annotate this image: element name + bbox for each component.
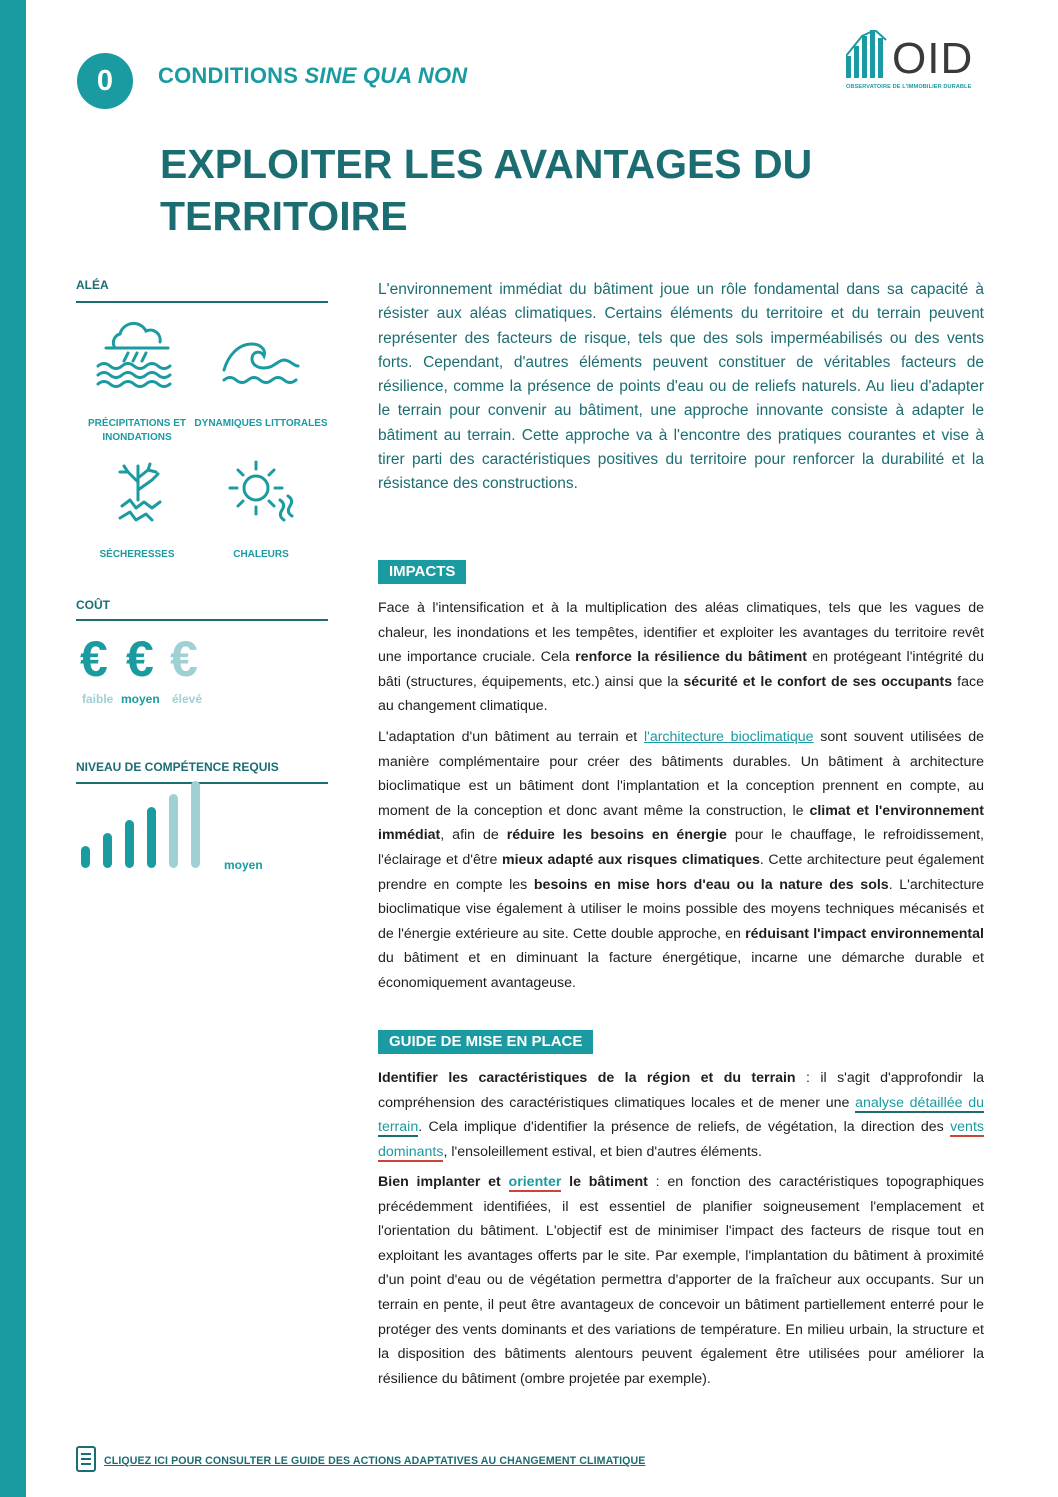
guide-link[interactable]: CLIQUEZ ICI POUR CONSULTER LE GUIDE DES ACTIONS ADAPTATIVES AU CHANGEMENT CLIMATIQUE	[104, 1455, 646, 1467]
hazard-drought	[72, 456, 202, 528]
cost-euro-2: €	[126, 631, 154, 687]
impacts-heading: IMPACTS	[378, 560, 466, 584]
document-icon	[76, 1446, 96, 1472]
cost-level-low: faible	[82, 692, 114, 706]
hazard-label-precipitations: PRÉCIPITATIONS ET INONDATIONS	[88, 418, 186, 443]
skill-bar	[125, 820, 134, 868]
skill-level-text: moyen	[224, 858, 263, 872]
impacts-paragraph-2: L'adaptation d'un bâtiment au terrain et l'architecture bioclimatique sont souvent utilisées de manière complémentaire pour créer des bâtiments durables. Un bâtiment à architecture bioclimatique est un bâtiment dont l'implantation et la conception prennent en compte, au moment de la conception et donc avant même la construction, le climat et l'environnement immédiat, afin de réduire les besoins en énergie pour le chauffage, le refroidissement, l'éclairage et d'être mieux adapté aux risques climatiques. Cette architecture peut également prendre en compte les besoins en mise hors d'eau ou la nature des sols. L'architecture bioclimatique vise également à utiliser le moins possible des moyens techniques mécanisés et de l'énergie extérieure au site. Cette double approche, en réduisant l'impact environnemental du bâtiment et en diminuant la facture énergétique, incarne une démarche durable et économiquement avantageuse.	[378, 729, 985, 991]
guide-heading: GUIDE DE MISE EN PLACE	[378, 1030, 593, 1054]
link-orienter[interactable]: orienter	[508, 1174, 562, 1190]
hazard-precipitations	[72, 320, 202, 392]
intro-paragraph: L'environnement immédiat du bâtiment joue un rôle fondamental dans sa capacité à résister aux aléas climatiques. Certains éléments du territoire et du terrain peuvent représenter des facteurs de risque, tels que des sols imperméabilisés ou des vents forts. Cependant, d'autres éléments peuvent constituer de véritables facteurs de résilience, comme la présence de points d'eau ou de reliefs naturels. Au lieu d'adapter le terrain pour convenir au bâtiment, une approche innovante consiste à adapter le bâtiment au terrain. Cette approche va à l'encontre des pratiques courantes et vise à tirer parti des caractéristiques positives du territoire pour renforcer la durabilité et la résistance des constructions.	[378, 281, 984, 493]
sidebar-accent-bar	[0, 0, 26, 1497]
skill-label: NIVEAU DE COMPÉTENCE REQUIS	[76, 760, 279, 774]
wave-icon	[216, 320, 306, 392]
hazard-label-drought: SÉCHERESSES	[99, 549, 175, 560]
sun-heat-icon	[216, 456, 306, 528]
cost-euro-1: €	[80, 631, 108, 687]
skill-divider	[76, 782, 328, 784]
impacts-paragraph-1: Face à l'intensification et à la multiplication des aléas climatiques, tels que les vagues de chaleur, les inondations et les tempêtes, identifier et exploiter les avantages du territoire revêt une importance cruciale. Cela renforce la résilience du bâtiment en protégeant l'intégrité du bâti (structures, équipements, etc.) ainsi que la sécurité et le confort de ses occupants face au changement climatique.	[378, 600, 984, 715]
oid-logo	[846, 28, 986, 100]
skill-bar	[147, 807, 156, 868]
skill-bar	[191, 781, 200, 868]
drought-icon	[92, 456, 182, 528]
kicker-emphasis: SINE QUA NON	[304, 63, 468, 88]
alea-divider	[76, 301, 328, 303]
cost-euro-3: €	[170, 631, 198, 687]
cost-divider	[76, 619, 328, 621]
skill-bar	[81, 846, 90, 868]
hazard-label-heat: CHALEURS	[233, 549, 289, 560]
logo-tagline: OBSERVATOIRE DE L'IMMOBILIER DURABLE	[846, 84, 972, 90]
skill-bar	[169, 794, 178, 868]
guide-paragraph-2: Bien implanter et orienter le bâtiment : en fonction des caractéristiques topographiques précédemment identifiées, il est essentiel de planifier soigneusement l'emplacement et l'orientation du bâtiment. L'objectif est de minimiser l'impact des facteurs de risque tout en exploitant les avantages offerts par le site. Par exemple, l'implantation du bâtiment à proximité d'un point d'eau ou de végétation permettra d'apporter de la fraîcheur aux occupants. Sur un terrain en pente, il peut être avantageux de concevoir un bâtiment partiellement enterré pour le protéger des vents dominants et des variations de température. En milieu urbain, la structure et la disposition des bâtiments alentours peuvent également être utilisées pour améliorer la résilience du bâtiment (ombre projetée par exemple).	[378, 1174, 985, 1387]
section-number-badge: 0	[77, 53, 133, 109]
hazard-littoral	[196, 320, 326, 392]
section-kicker	[158, 63, 467, 89]
link-vents-dominants[interactable]: vents dominants	[378, 1119, 984, 1160]
cost-level-medium: moyen	[121, 692, 160, 706]
hazard-label-littoral: DYNAMIQUES LITTORALES	[194, 418, 328, 429]
guide-paragraph-1: Identifier les caractéristiques de la région et du terrain : il s'agit d'approfondir la compréhension des caractéristiques climatiques locales et de mener une analyse détaillée du terrain. Cela implique d'identifier la présence de reliefs, de végétation, la direction des vents dominants, l'ensoleillement estival, et bien d'autres éléments.	[378, 1070, 984, 1160]
logo-wordmark: OID	[892, 34, 974, 83]
rain-flood-icon	[92, 320, 182, 392]
alea-label: ALÉA	[76, 278, 109, 292]
kicker-main: CONDITIONS	[158, 63, 305, 88]
link-analyse-terrain[interactable]: analyse détaillée du terrain	[378, 1094, 984, 1136]
cost-level-high: élevé	[172, 692, 203, 706]
hazard-heat	[196, 456, 326, 528]
cost-label: COÛT	[76, 598, 110, 612]
page-title: EXPLOITER LES AVANTAGES DU TERRITOIRE	[160, 141, 813, 239]
logo-building-icon	[846, 30, 890, 80]
link-architecture-bioclimatique[interactable]: l'architecture bioclimatique	[643, 729, 814, 745]
skill-bar	[103, 833, 112, 868]
